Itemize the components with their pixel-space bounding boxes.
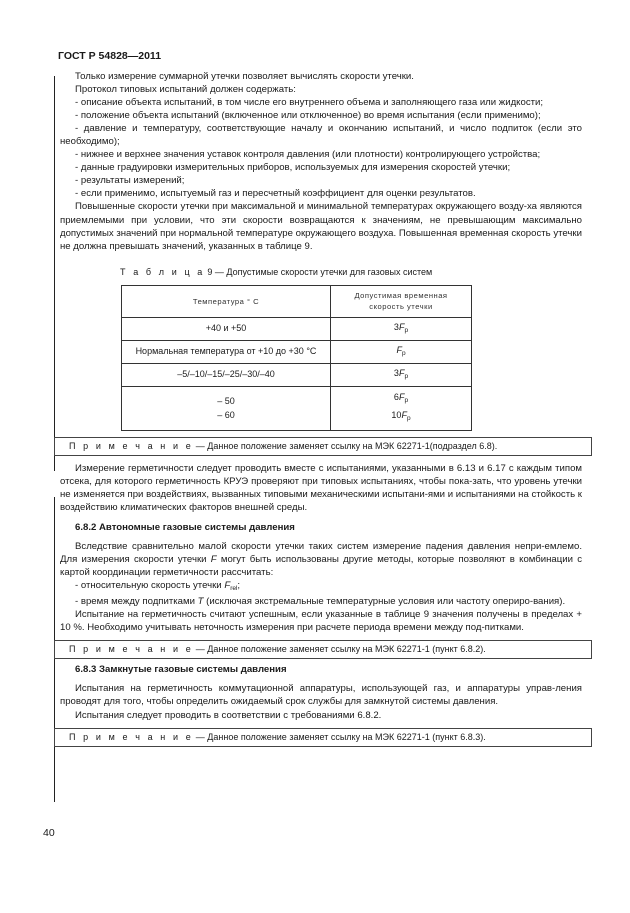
note-prefix: П р и м е ч а н и е <box>69 644 194 655</box>
table-header-leak-rate <box>331 285 472 317</box>
table-cell-temperature: Нормальная температура от +10 до +30 °С <box>122 340 331 363</box>
table-row <box>122 340 472 363</box>
document-header: ГОСТ Р 54828—2011 <box>58 50 162 62</box>
table-row <box>122 317 472 340</box>
note-box <box>54 640 592 659</box>
table-cell-leak-rate: $3F_p$ <box>331 363 472 386</box>
list-item: - если применимо, испытуемый газ и пересчетный коэффициент для оценки результатов. <box>75 188 476 200</box>
list-item: - давление и температуру, соответствующие началу и окончанию испытаний, и число подпиток (если это необходимо); <box>60 123 582 148</box>
table-cell-temperature: –5/–10/–15/–25/–30/–40 <box>122 363 331 386</box>
table-header-row <box>122 285 472 317</box>
note-box <box>54 728 592 747</box>
section-heading-6-8-3: 6.8.3 Замкнутые газовые системы давления <box>75 664 287 676</box>
table-header-leak-rate-text: Допустимая временная скорость утечки <box>354 291 448 312</box>
note-text: — Данное положение заменяет ссылку на МЭК 62271-1(подраздел 6.8). <box>193 440 498 451</box>
table-cell-leak-rate: $6F_p$ $10F_p$ <box>331 386 472 430</box>
change-bar <box>54 76 55 471</box>
list-item: - нижнее и верхнее значения уставок контроля давления (или плотности) контролирующего устройства; <box>75 149 541 161</box>
list-item: - время между подпитками T (исключая экстремальные температурные условия или частоту опериро-вания). <box>75 596 566 608</box>
section-heading-6-8-2: 6.8.2 Автономные газовые системы давления <box>75 521 295 533</box>
leak-rate-table <box>121 285 472 431</box>
document-body <box>60 70 582 747</box>
paragraph: Вследствие сравнительно малой скорости утечки таких систем измерение падения давления непри-емлемо. Для измерения скорости утечки F могут быть использованы другие методы, которые позволяют в комбинации с картой координации герметичности рассчитать: <box>60 540 582 579</box>
list-item: - описание объекта испытаний, в том числе его внутреннего объема и заполняющего газа или жидкости; <box>75 97 544 109</box>
paragraph: Измерение герметичности следует проводить вместе с испытаниями, указанными в 6.13 и 6.17 с каждым типом отсека, для которого герметичность КРУЭ проверяют при типовых испытаниях, чтобы пока-зать, что уровень утечки не изменяется при воздействиях, вызванных типовыми механическими испытани-ями и испытаниями на стойкость к воздействию климатических факторов внешней среды. <box>60 462 582 513</box>
note-text: — Данное положение заменяет ссылку на МЭК 62271-1 (пункт 6.8.3). <box>193 731 486 742</box>
list-item: - данные градуировки измерительных приборов, используемых для измерения скоростей утечки; <box>75 162 511 174</box>
paragraph: Только измерение суммарной утечки позволяет вычислять скорости утечки. <box>75 71 414 82</box>
table-cell-temperature: +40 и +50 <box>122 317 331 340</box>
table-caption <box>120 266 582 279</box>
table-caption-text: 9 — Допустимые скорости утечки для газовых систем <box>207 266 433 277</box>
paragraph: Испытание на герметичность считают успешным, если указанные в таблице 9 значения получены в пределах + 10 %. Необходимо учитывать неточность измерения при расчете периода времени между под-питками. <box>60 609 582 634</box>
paragraph: Протокол типовых испытаний должен содержать: <box>75 84 296 96</box>
note-prefix: П р и м е ч а н и е <box>69 731 194 742</box>
table-header-temperature: Температура ° С <box>122 285 331 317</box>
paragraph: Испытания на герметичность коммутационной аппаратуры, использующей газ, и аппаратуры управ-ления проводят для того, чтобы определить ожидаемый срок службы для замкнутой системы давления. <box>60 683 582 708</box>
page-number: 40 <box>43 827 55 839</box>
list-item: - положение объекта испытаний (включенное или отключенное) во время испытания (если применимо); <box>75 110 541 122</box>
table-cell-leak-rate: $F_p$ <box>331 340 472 363</box>
note-box <box>54 437 592 456</box>
paragraph: Испытания следует проводить в соответствии с требованиями 6.8.2. <box>75 709 382 721</box>
table-row <box>122 386 472 430</box>
list-item: - результаты измерений; <box>75 175 185 187</box>
note-text: — Данное положение заменяет ссылку на МЭК 62271-1 (пункт 6.8.2). <box>193 644 486 655</box>
table-cell-leak-rate: $3F_p$ <box>331 317 472 340</box>
paragraph: Повышенные скорости утечки при максимальной и минимальной температурах окружающего возду-ха являются приемлемыми при условии, что эти скорости возвращаются к значениям, не превышающим максимально допустимых значений при нормальной температуре окружающего воздуха. Повышенная временная скорость утечки не должна превышать значений, указанных в таблице 9. <box>60 201 582 252</box>
table-caption-prefix: Т а б л и ц а <box>120 266 205 277</box>
note-prefix: П р и м е ч а н и е <box>69 440 194 451</box>
table-cell-temperature: – 50 – 60 <box>122 386 331 430</box>
list-item: - относительную скорость утечки $F_{rel}$; <box>75 580 241 593</box>
table-row <box>122 363 472 386</box>
